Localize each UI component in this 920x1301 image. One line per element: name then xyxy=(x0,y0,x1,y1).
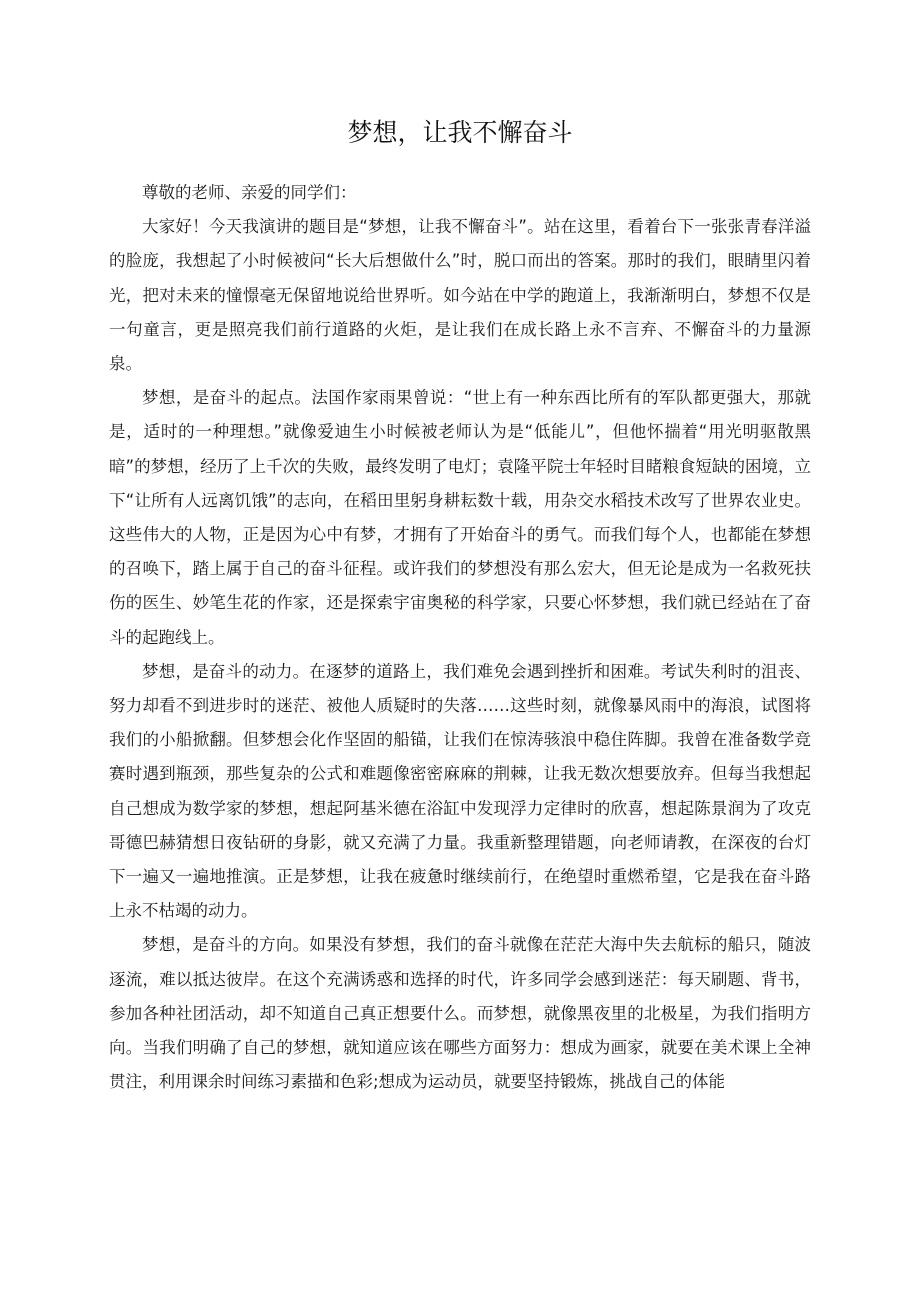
paragraph: 大家好！今天我演讲的题目是“梦想，让我不懈奋斗”。站在这里，看着台下一张张青春洋溢的脸庞，我想起了小时候被问“长大后想做什么”时，脱口而出的答案。那时的我们，眼睛里闪着光，把对未来的憧憬毫无保留地说给世界听。如今站在中学的跑道上，我渐渐明白，梦想不仅是一句童言，更是照亮我们前行道路的火炬，是让我们在成长路上永不言弃、不懈奋斗的力量源泉。 xyxy=(109,217,811,374)
paragraph: 梦想，是奋斗的起点。法国作家雨果曾说：“世上有一种东西比所有的军队都更强大，那就是，适时的一种理想。”就像爱迪生小时候被老师认为是“低能儿”，但他怀揣着“用光明驱散黑暗”的梦想，经历了上千次的失败，最终发明了电灯；袁隆平院士年轻时目睹粮食短缺的困境，立下“让所有人远离饥饿”的志向，在稻田里躬身耕耘数十载，用杂交水稻技术改写了世界农业史。这些伟大的人物，正是因为心中有梦，才拥有了开始奋斗的勇气。而我们每个人，也都能在梦想的召唤下，踏上属于自己的奋斗征程。或许我们的梦想没有那么宏大，但无论是成为一名救死扶伤的医生、妙笔生花的作家，还是探索宇宙奥秘的科学家，只要心怀梦想，我们就已经站在了奋斗的起跑线上。 xyxy=(109,388,811,647)
paragraph: 梦想，是奋斗的动力。在逐梦的道路上，我们难免会遇到挫折和困难。考试失利时的沮丧、努力却看不到进步时的迷茫、被他人质疑时的失落……这些时刻，就像暴风雨中的海浪，试图将我们的小船掀翻。但梦想会化作坚固的船锚，让我们在惊涛骇浪中稳住阵脚。我曾在准备数学竞赛时遇到瓶颈，那些复杂的公式和难题像密密麻麻的荆棘，让我无数次想要放弃。但每当我想起自己想成为数学家的梦想，想起阿基米德在浴缸中发现浮力定律时的欣喜，想起陈景润为了攻克哥德巴赫猜想日夜钻研的身影，就又充满了力量。我重新整理错题，向老师请教，在深夜的台灯下一遍又一遍地推演。正是梦想，让我在疲惫时继续前行，在绝望时重燃希望，它是我在奋斗路上永不枯竭的动力。 xyxy=(109,661,811,921)
salutation: 尊敬的老师、亲爱的同学们： xyxy=(142,183,357,202)
paragraph: 梦想，是奋斗的方向。如果没有梦想，我们的奋斗就像在茫茫大海中失去航标的船只，随波逐流，难以抵达彼岸。在这个充满诱惑和选择的时代，许多同学会感到迷茫：每天刷题、背书，参加各种社团活动，却不知道自己真正想要什么。而梦想，就像黑夜里的北极星，为我们指明方向。当我们明确了自己的梦想，就知道应该在哪些方面努力：想成为画家，就要在美术课上全神贯注，利用课余时间练习素描和色彩;想成为运动员，就要坚持锻炼，挑战自己的体能 xyxy=(109,935,811,1092)
document-title: 梦想，让我不懈奋斗 xyxy=(347,118,573,147)
document-body xyxy=(109,176,811,1099)
